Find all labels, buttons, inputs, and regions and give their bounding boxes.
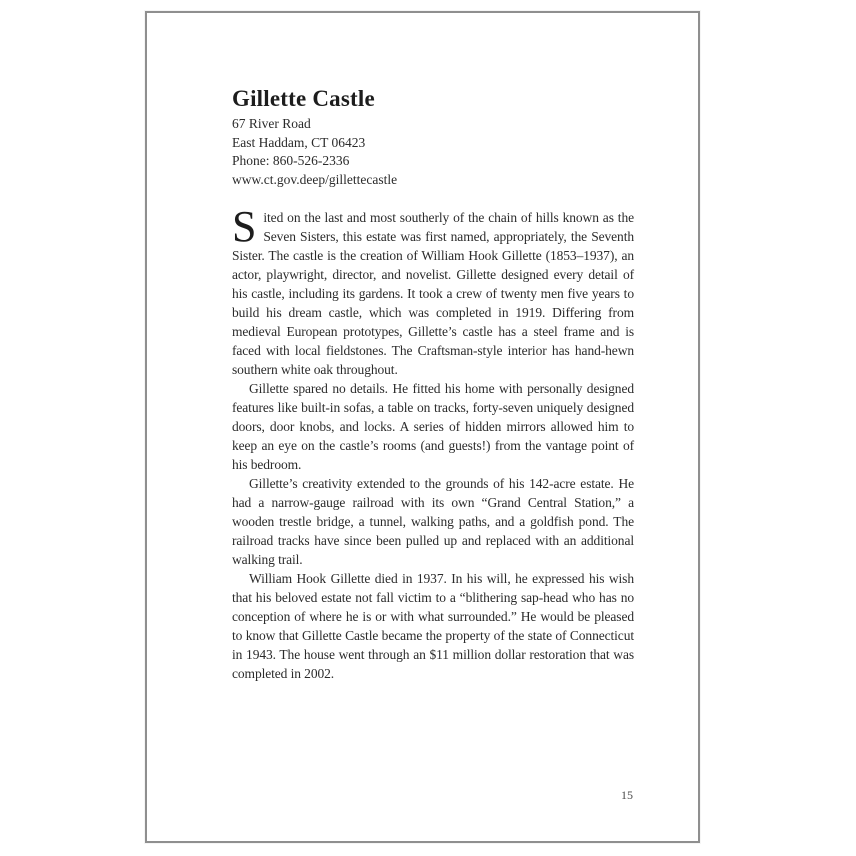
phone-line: Phone: 860-526-2336 [232,153,350,169]
page-content [232,86,634,683]
paragraph-2: Gillette spared no details. He fitted his home with personally designed features like built-in sofas, a table on tracks, forty-seven uniquely designed doors, door knobs, and locks. A series of hidden mirrors allowed him to keep an eye on the castle’s rooms (and guests!) from the vantage point of his bedroom. [232,380,634,472]
paragraph-3: Gillette’s creativity extended to the grounds of his 142-acre estate. He had a narrow-gauge railroad with its own “Grand Central Station,” a wooden trestle bridge, a tunnel, walking paths, and a goldfish pond. The railroad tracks have since been pulled up and replaced with an additional walking trail. [232,475,634,567]
paragraph-1-text: ited on the last and most southerly of the chain of hills known as the Seven Sisters, this estate was first named, appropriately, the Seventh Sister. The castle is the creation of William Hook Gillette (1853–1937), an actor, playwright, director, and novelist. Gillette designed every detail of his castle, including its gardens. It took a crew of twenty men five years to build his dream castle, which was completed in 1919. Differing from medieval European prototypes, Gillette’s castle has a steel frame and is faced with local fieldstones. The Craftsman-style interior has hand-hewn southern white oak throughout. [232,209,634,377]
paragraph-1 [232,201,634,379]
article-body [232,201,634,683]
book-page [145,11,700,843]
address-line-street: 67 River Road [232,116,311,131]
website-line: www.ct.gov.deep/gillettecastle [232,172,398,188]
page-title: Gillette Castle [232,86,375,111]
drop-cap: S [232,201,257,251]
address-block [232,115,634,190]
paragraph-4: William Hook Gillette died in 1937. In his will, he expressed his wish that his beloved estate not fall victim to a “blithering sap-head who has no conception of where he is or with what surrounded.” He would be pleased to know that Gillette Castle became the property of the state of Connecticut in 1943. The house went through an $11 million dollar restoration that was completed in 2002. [232,570,634,681]
address-line-city: East Haddam, CT 06423 [232,134,366,150]
page-number: 15 [621,788,633,802]
